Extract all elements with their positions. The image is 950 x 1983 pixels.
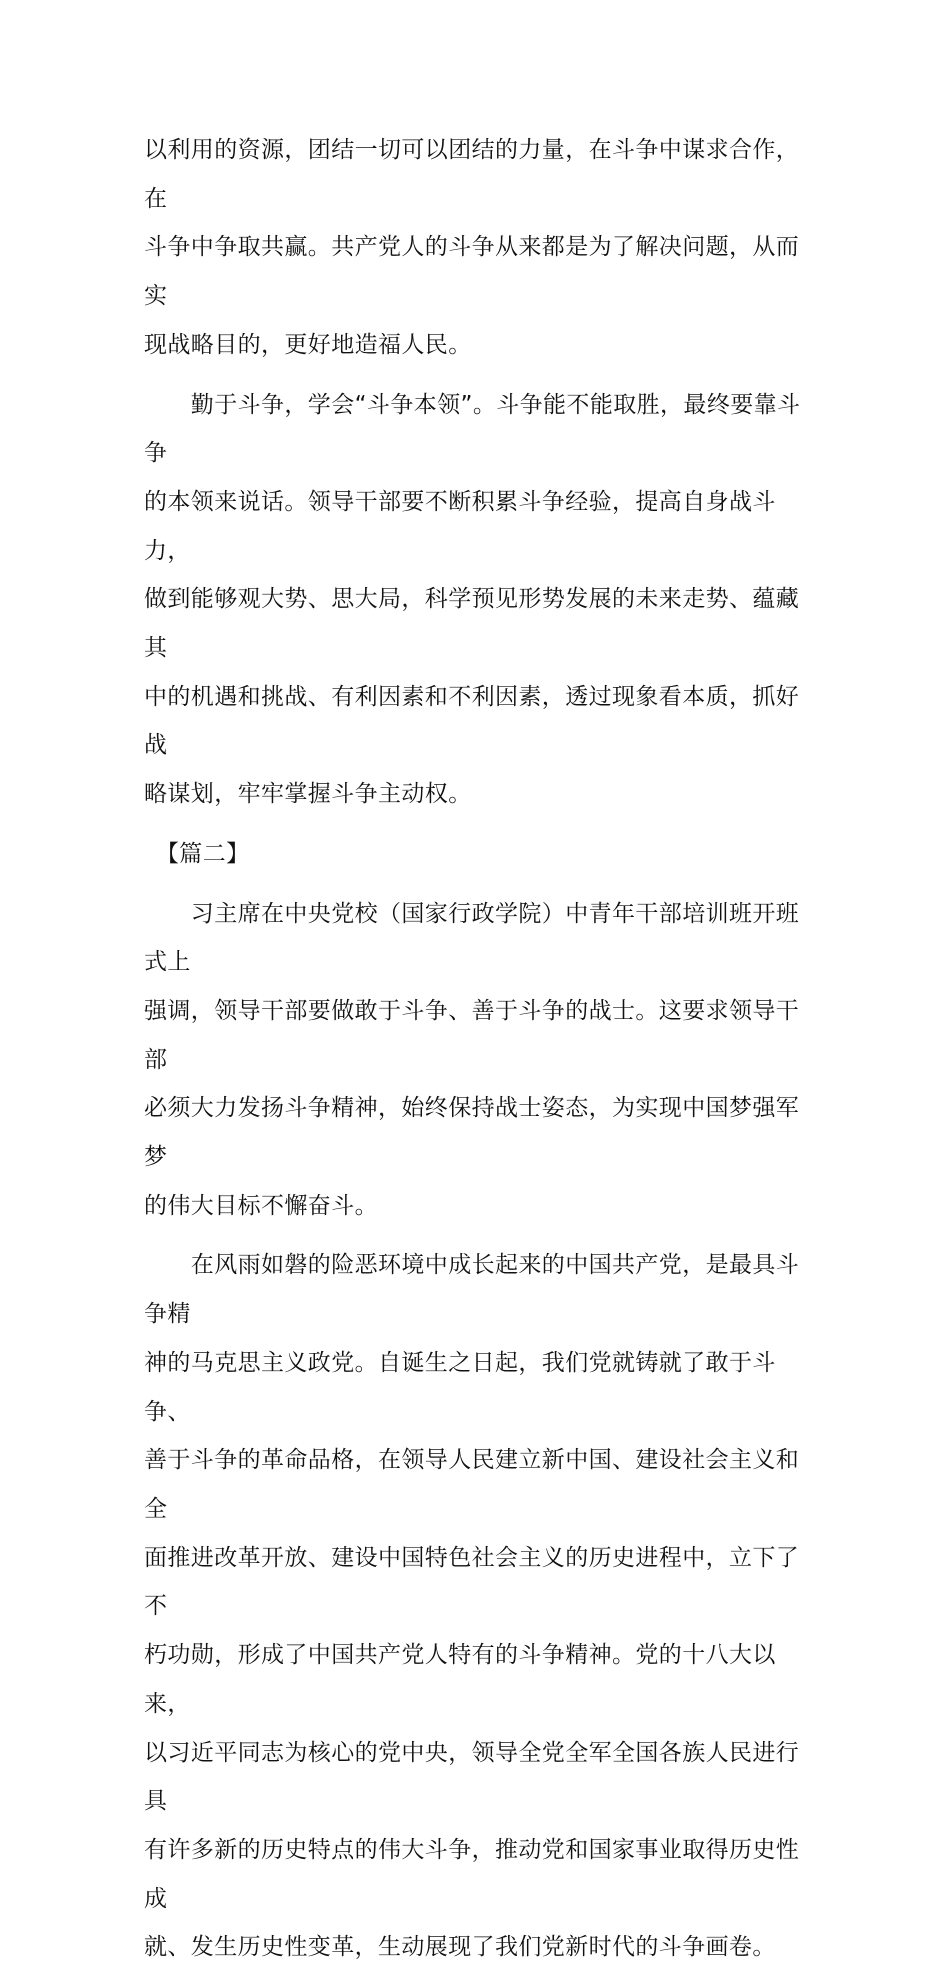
paragraph-party-history: 在风雨如磐的险恶环境中成长起来的中国共产党，是最具斗争精 神的马克思主义政党。自诞生之日起，我们党就铸就了敢于斗争、 善于斗争的革命品格，在领导人民建立新中国、建设社会主义和全 面推进改革开放、建设中国特色社会主义的历史进程中，立下了不 朽功勋，形成了中国共产党人特有的斗争精神。党的十八大以来， 以习近平同志为核心的党中央，领导全党全军全国各族人民进行具 有许多新的历史特点的伟大斗争，推动党和国家事业取得历史性成 就、发生历史性变革，生动展现了我们党新时代的斗争画卷。 — [144, 1252, 800, 1961]
paragraph-chairman-remarks: 习主席在中央党校（国家行政学院）中青年干部培训班开班式上 强调，领导干部要做敢于斗争、善于斗争的战士。这要求领导干部 必须大力发扬斗争精神，始终保持战士姿态，为实现中国梦强军梦 的伟大目标不懈奋斗。 — [144, 900, 800, 1219]
paragraph-fighting-skill: 勤于斗争，学会“斗争本领”。斗争能不能取胜，最终要靠斗争 的本领来说话。领导干部要不断积累斗争经验，提高自身战斗力， 做到能够观大势、思大局，科学预见形势发展的未来走势、蕴藏其 中的机遇和挑战、有利因素和不利因素，透过现象看本质，抓好战 略谋划，牢牢掌握斗争主动权。 — [144, 391, 801, 808]
section-heading: 【篇二】 — [144, 840, 250, 867]
document-body — [144, 126, 814, 1983]
paragraph-continuation: 以利用的资源，团结一切可以团结的力量，在斗争中谋求合作，在 斗争中争取共赢。共产党人的斗争从来都是为了解决问题，从而实 现战略目的，更好地造福人民。 — [144, 137, 800, 358]
